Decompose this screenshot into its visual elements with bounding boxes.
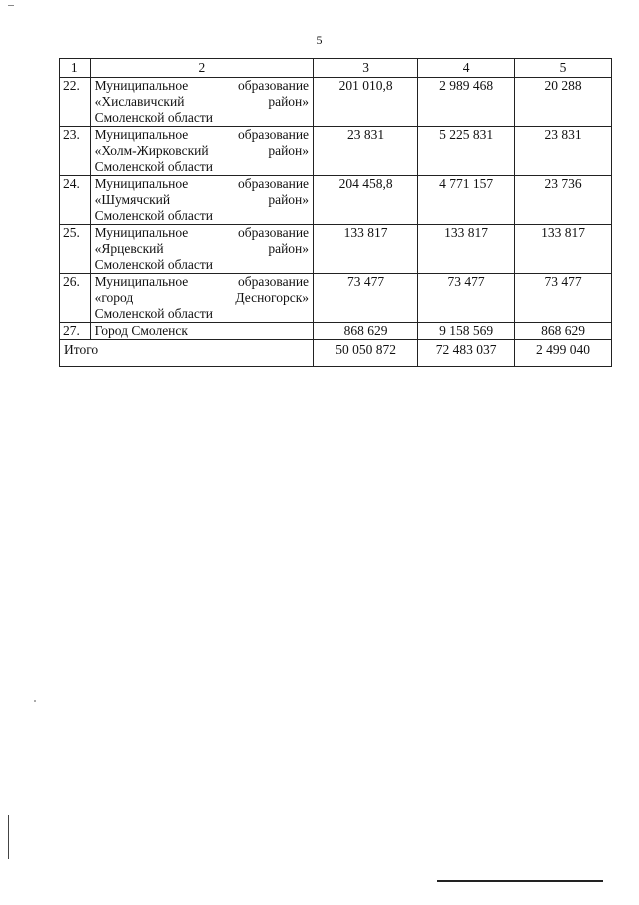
value-cell-c5: 133 817 [515, 225, 612, 274]
name-last-line: Смоленской области [94, 159, 214, 174]
value-cell-c5: 23 831 [515, 127, 612, 176]
name-word: «Холм-Жирковский [94, 143, 209, 158]
name-word: образование [238, 127, 310, 142]
total-value-c4: 72 483 037 [418, 340, 515, 367]
table-row [60, 225, 612, 274]
name-word: Муниципальное [94, 274, 189, 289]
row-number: 24. [60, 176, 91, 225]
scan-mark-left [8, 815, 9, 859]
value-cell-c4: 133 817 [418, 225, 515, 274]
name-last-line: Смоленской области [94, 306, 214, 321]
table-header-row [60, 59, 612, 78]
value-cell-c3: 133 817 [314, 225, 418, 274]
header-cell-2: 2 [90, 59, 313, 78]
row-number: 22. [60, 78, 91, 127]
value-cell-c4: 2 989 468 [418, 78, 515, 127]
name-word: Муниципальное [94, 225, 189, 240]
name-line [95, 225, 309, 241]
name-line [95, 143, 309, 159]
value-cell-c5: 20 288 [515, 78, 612, 127]
name-word: район» [268, 192, 310, 207]
total-value-c3: 50 050 872 [314, 340, 418, 367]
table-row [60, 78, 612, 127]
total-label: Итого [60, 340, 314, 367]
row-number: 23. [60, 127, 91, 176]
row-name [90, 225, 313, 274]
data-table [59, 58, 612, 367]
table-row [60, 323, 612, 340]
value-cell-c4: 73 477 [418, 274, 515, 323]
name-word: район» [268, 143, 310, 158]
total-value-c5: 2 499 040 [515, 340, 612, 367]
name-word: Муниципальное [94, 78, 189, 93]
row-name [90, 78, 313, 127]
name-line [95, 94, 309, 110]
row-name [90, 274, 313, 323]
name-word: образование [238, 176, 310, 191]
name-line [95, 176, 309, 192]
row-name [90, 323, 313, 340]
scan-mark-dot [34, 700, 36, 702]
value-cell-c3: 868 629 [314, 323, 418, 340]
header-cell-4: 4 [418, 59, 515, 78]
row-number: 25. [60, 225, 91, 274]
table-row [60, 274, 612, 323]
value-cell-c3: 23 831 [314, 127, 418, 176]
name-line [95, 192, 309, 208]
header-cell-1: 1 [60, 59, 91, 78]
name-word: «Хиславичский [94, 94, 185, 109]
scan-mark-bottom [437, 880, 603, 882]
row-number: 26. [60, 274, 91, 323]
total-row [60, 340, 612, 367]
name-word: «Ярцевский [94, 241, 164, 256]
name-word: образование [238, 225, 310, 240]
value-cell-c5: 73 477 [515, 274, 612, 323]
value-cell-c4: 4 771 157 [418, 176, 515, 225]
name-last-line: Смоленской области [94, 208, 214, 223]
value-cell-c4: 5 225 831 [418, 127, 515, 176]
name-word: «город [94, 290, 134, 305]
value-cell-c3: 73 477 [314, 274, 418, 323]
name-word: образование [238, 78, 310, 93]
page-number: 5 [316, 33, 323, 47]
header-cell-3: 3 [314, 59, 418, 78]
name-word: район» [268, 241, 310, 256]
value-cell-c3: 204 458,8 [314, 176, 418, 225]
value-cell-c5: 23 736 [515, 176, 612, 225]
row-name [90, 127, 313, 176]
name-word: Десногорск» [235, 290, 310, 305]
name-word: образование [238, 274, 310, 289]
table-row [60, 127, 612, 176]
name-line [95, 241, 309, 257]
value-cell-c5: 868 629 [515, 323, 612, 340]
name-word: Муниципальное [94, 127, 189, 142]
name-last-line: Смоленской области [94, 257, 214, 272]
header-cell-5: 5 [515, 59, 612, 78]
name-line [95, 290, 309, 306]
row-number: 27. [60, 323, 91, 340]
scan-mark-top [8, 5, 14, 6]
table-row [60, 176, 612, 225]
name-last-line: Смоленской области [94, 110, 214, 125]
name-word: район» [268, 94, 310, 109]
name-last-line: Город Смоленск [94, 323, 188, 338]
row-name [90, 176, 313, 225]
name-line [95, 127, 309, 143]
value-cell-c4: 9 158 569 [418, 323, 515, 340]
name-word: Муниципальное [94, 176, 189, 191]
name-word: «Шумячский [94, 192, 171, 207]
name-line [95, 78, 309, 94]
name-line [95, 274, 309, 290]
value-cell-c3: 201 010,8 [314, 78, 418, 127]
